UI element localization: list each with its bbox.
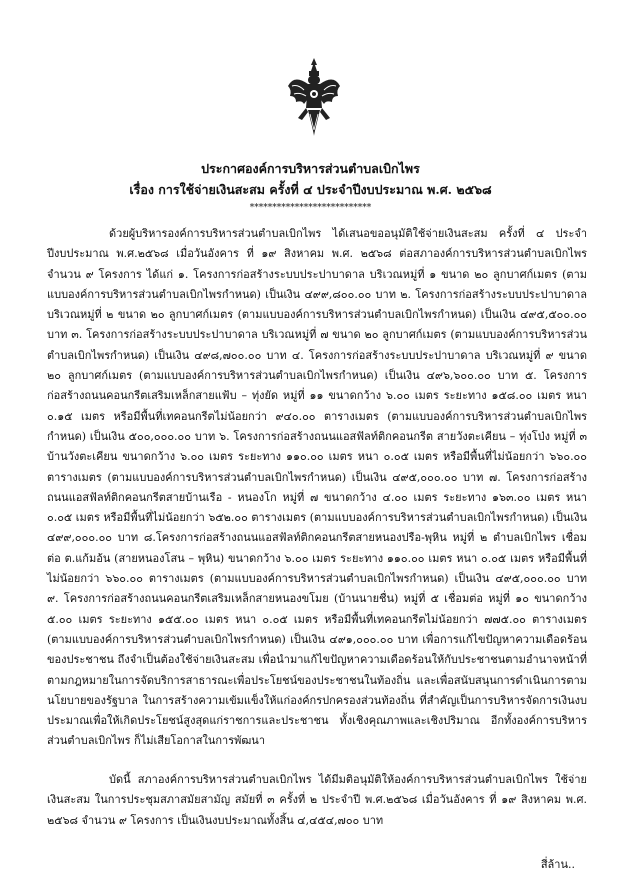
body-paragraph-1: ด้วยผู้บริหารองค์การบริหารส่วนตำบลเบิกไพร ได้เสนอขออนุมัติใช้จ่ายเงินสะสม ครั้งที่ ๔ ประจำปีงบประมาณ พ.ศ.๒๕๖๘ เมื่อวันอังคาร ที่ ๑๙ สิงหาคม พ.ศ. ๒๕๖๘ ต่อสภาองค์การบริหารส่วนตำบลเบิกไพร จำนวน ๙ โครงการ ได้แก่ ๑. โครงการก่อสร้างระบบประปาบาดาล บริเวณหมู่ที่ ๑ ขนาด ๒๐ ลูกบาศก์เมตร (ตามแบบองค์การบริหารส่วนตำบลเบิกไพรกำหนด) เป็นเงิน ๔๙๙,๘๐๐.๐๐ บาท ๒. โครงการก่อสร้างระบบประปาบาดาล บริเวณหมู่ที่ ๒ ขนาด ๒๐ ลูกบาศก์เมตร (ตามแบบองค์การบริหารส่วนตำบลเบิกไพรกำหนด) เป็นเงิน ๔๙๕,๕๐๐.๐๐ บาท ๓. โครงการก่อสร้างระบบประปาบาดาล บริเวณหมู่ที่ ๗ ขนาด ๒๐ ลูกบาศก์เมตร (ตามแบบองค์การบริหารส่วนตำบลเบิกไพรกำหนด) เป็นเงิน ๔๙๘,๗๐๐.๐๐ บาท ๔. โครงการก่อสร้างระบบประปาบาดาล บริเวณหมู่ที่ ๙ ขนาด ๒๐ ลูกบาศก์เมตร (ตามแบบองค์การบริหารส่วนตำบลเบิกไพรกำหนด) เป็นเงิน ๔๙๖,๖๐๐.๐๐ บาท ๕. โครงการก่อสร้างถนนคอนกรีตเสริมเหล็กสายแฟ้บ – ทุ่งยัด หมู่ที่ ๑๑ ขนาดกว้าง ๖.๐๐ เมตร ระยะทาง ๑๕๘.๐๐ เมตร หนา ๐.๑๕ เมตร หรือมีพื้นที่เทคอนกรีตไม่น้อยกว่า ๙๔๐.๐๐ ตารางเมตร (ตามแบบองค์การบริหารส่วนตำบลเบิกไพรกำหนด) เป็นเงิน ๕๐๐,๐๐๐.๐๐ บาท ๖. โครงการก่อสร้างถนนแอสฟัลท์ติกคอนกรีต สายวังตะเคียน – ทุ่งโป่ง หมู่ที่ ๓ บ้านวังตะเคียน ขนาดกว้าง ๖.๐๐ เมตร ระยะทาง ๑๑๐.๐๐ เมตร หนา ๐.๐๕ เมตร หรือมีพื้นที่ไม่น้อยกว่า ๖๖๐.๐๐ ตารางเมตร (ตามแบบองค์การบริหารส่วนตำบลเบิกไพรกำหนด) เป็นเงิน ๔๙๕,๐๐๐.๐๐ บาท ๗. โครงการก่อสร้างถนนแอสฟัลท์ติกคอนกรีตสายบ้านเรือ - หนองโก หมู่ที่ ๗ ขนาดกว้าง ๔.๐๐ เมตร ระยะทาง ๑๖๓.๐๐ เมตร หนา ๐.๐๕ เมตร หรือมีพื้นที่ไม่น้อยกว่า ๖๕๒.๐๐ ตารางเมตร (ตามแบบองค์การบริหารส่วนตำบลเบิกไพรกำหนด) เป็นเงิน ๔๙๙,๐๐๐.๐๐ บาท ๘.โครงการก่อสร้างถนนแอสฟัลท์ติกคอนกรีตสายหนองปรือ-พุหิน หมู่ที่ ๒ ตำบลเบิกไพร เชื่อมต่อ ต.แก้มอ้น (สายหนองโสน – พุหิน) ขนาดกว้าง ๖.๐๐ เมตร ระยะทาง ๑๑๐.๐๐ เมตร หนา ๐.๐๕ เมตร หรือมีพื้นที่ไม่น้อยกว่า ๖๖๐.๐๐ ตารางเมตร (ตามแบบองค์การบริหารส่วนตำบลเบิกไพรกำหนด) เป็นเงิน ๔๙๕,๐๐๐.๐๐ บาท ๙. โครงการก่อสร้างถนนคอนกรีตเสริมเหล็กสายหนองขโมย (บ้านนายชื่น) หมู่ที่ ๕ เชื่อมต่อ หมู่ที่ ๑๐ ขนาดกว้าง ๕.๐๐ เมตร ระยะทาง ๑๕๕.๐๐ เมตร หนา ๐.๐๕ เมตร หรือมีพื้นที่เทคอนกรีตไม่น้อยกว่า ๗๗๕.๐๐ ตารางเมตร (ตามแบบองค์การบริหารส่วนตำบลเบิกไพรกำหนด) เป็นเงิน ๔๙๑,๐๐๐.๐๐ บาท เพื่อการแก้ไขปัญหาความเดือดร้อนของประชาชน ถึงจำเป็นต้องใช้จ่ายเงินสะสม เพื่อนำมาแก้ไขปัญหาความเดือดร้อนให้กับประชาชนตามอำนาจหน้าที่ ตามกฎหมายในการจัดบริการสาธารณะเพื่อประโยชน์ของประชาชนในท้องถิ่น และเพื่อสนับสนุนการดำเนินการตามนโยบายของรัฐบาล ในการสร้างความเข้มแข็งให้แก่องค์กรปกครองส่วนท้องถิ่น ที่สำคัญเป็นการบริหารจัดการเงินงบประมาณเพื่อให้เกิดประโยชน์สูงสุดแก่ราชการและประชาชน ทั้งเชิงคุณภาพและเชิงปริมาณ อีกทั้งองค์การบริหารส่วนตำบลเบิกไพร ก็ไม่เสียโอกาสในการพัฒนา — [47, 227, 587, 748]
separator: *************************** — [249, 203, 372, 213]
continuation-marker: สี่ล้าน.. — [540, 858, 575, 871]
announcement-title: ประกาศองค์การบริหารส่วนตำบลเบิกไพร — [201, 161, 420, 176]
garuda-emblem-icon — [286, 56, 342, 138]
announcement-subject: เรื่อง การใช้จ่ายเงินสะสม ครั้งที่ ๔ ประจำปีงบประมาณ พ.ศ. ๒๕๖๘ — [129, 182, 492, 197]
body-paragraph-2: บัดนี้ สภาองค์การบริหารส่วนตำบลเบิกไพร ได้มีมติอนุมัติให้องค์การบริหารส่วนตำบลเบิกไพร ใช้จ่ายเงินสะสม ในการประชุมสภาสมัยสามัญ สมัยที่ ๓ ครั้งที่ ๒ ประจำปี พ.ศ.๒๕๖๘ เมื่อวันอังคาร ที่ ๑๙ สิงหาคม พ.ศ. ๒๕๖๘ จำนวน ๙ โครงการ เป็นเงินงบประมาณทั้งสิ้น ๔,๔๕๔,๗๐๐ บาท — [47, 773, 587, 827]
